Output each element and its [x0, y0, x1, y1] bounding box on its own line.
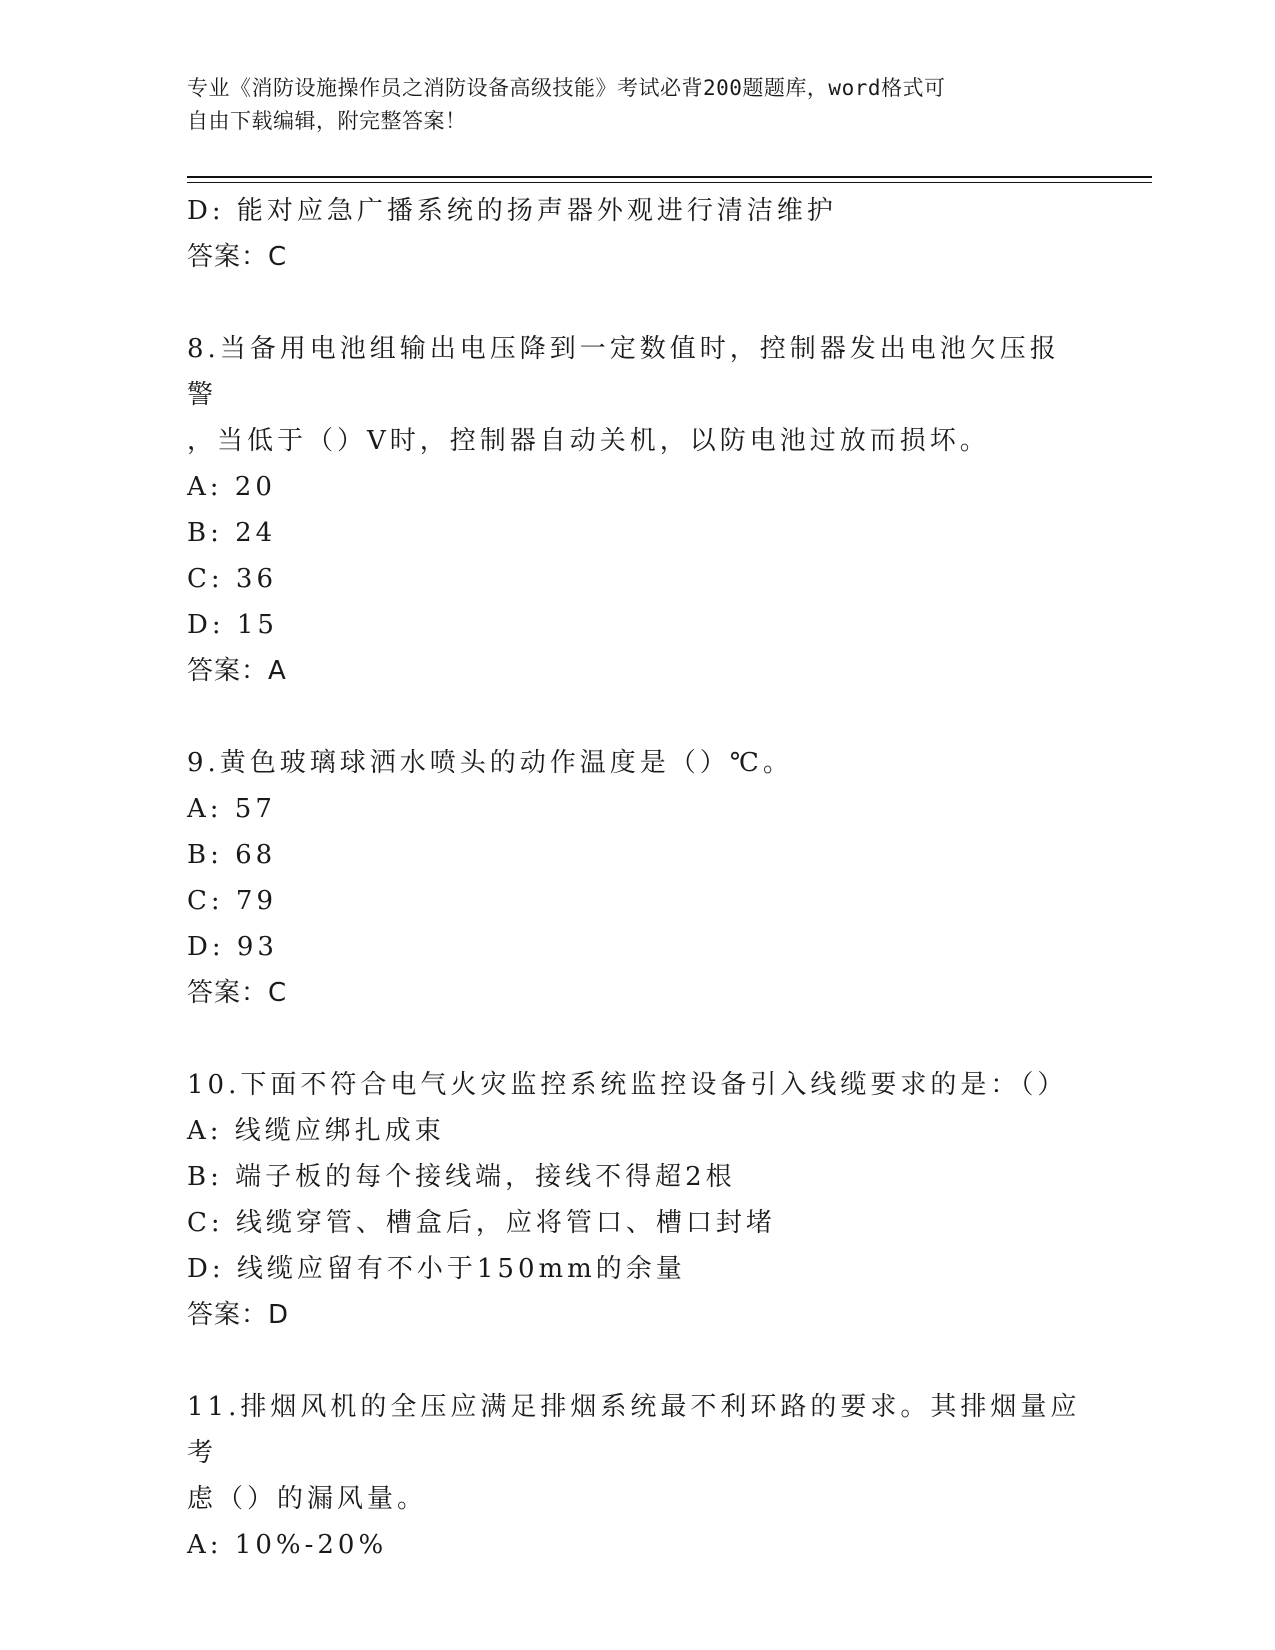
question-content [187, 188, 1087, 1568]
question-10-option-d: D: 线缆应留有不小于150mm的余量 [187, 1254, 686, 1284]
header-rule-thick [187, 176, 1152, 178]
question-8-answer: 答案：A [187, 656, 287, 686]
prev-answer: 答案：C [187, 242, 288, 272]
question-9 [187, 740, 1087, 1016]
question-9-answer: 答案：C [187, 978, 288, 1008]
question-9-option-b: B: 68 [187, 840, 277, 870]
question-8-text-2: ，当低于（）V时，控制器自动关机，以防电池过放而损坏。 [187, 426, 990, 456]
question-11 [187, 1384, 1087, 1568]
header-line-1: 专业《消防设施操作员之消防设备高级技能》考试必背200题题库，word格式可 [187, 76, 946, 100]
header-line-2: 自由下载编辑，附完整答案！ [187, 109, 467, 133]
prev-option-d: D: 能对应急广播系统的扬声器外观进行清洁维护 [187, 196, 837, 226]
question-8-option-a: A: 20 [187, 472, 276, 502]
question-9-text-1: 9.黄色玻璃球洒水喷头的动作温度是（）℃。 [187, 748, 793, 778]
question-9-option-d: D: 93 [187, 932, 278, 962]
question-8-option-d: D: 15 [187, 610, 278, 640]
question-10-option-a: A: 线缆应绑扎成束 [187, 1116, 445, 1146]
spacer [187, 694, 1087, 740]
question-10-text-1: 10.下面不符合电气火灾监控系统监控设备引入线缆要求的是：（） [187, 1070, 1068, 1100]
question-10 [187, 1062, 1087, 1338]
question-8-option-b: B: 24 [187, 518, 277, 548]
question-8-option-c: C: 36 [187, 564, 278, 594]
document-header [187, 72, 1087, 138]
question-8-text-1: 8.当备用电池组输出电压降到一定数值时，控制器发出电池欠压报警 [187, 334, 1060, 410]
question-11-option-a: A: 10%-20% [187, 1530, 388, 1560]
spacer [187, 280, 1087, 326]
question-10-answer: 答案：D [187, 1300, 290, 1330]
question-9-option-c: C: 79 [187, 886, 278, 916]
question-9-option-a: A: 57 [187, 794, 276, 824]
question-10-option-c: C: 线缆穿管、槽盒后，应将管口、槽口封堵 [187, 1208, 776, 1238]
spacer [187, 1016, 1087, 1062]
spacer [187, 1338, 1087, 1384]
header-rule-thin [187, 182, 1152, 183]
question-8 [187, 326, 1087, 694]
question-11-text-1: 11.排烟风机的全压应满足排烟系统最不利环路的要求。其排烟量应考 [187, 1392, 1081, 1468]
question-11-text-2: 虑（）的漏风量。 [187, 1484, 428, 1514]
question-10-option-b: B: 端子板的每个接线端，接线不得超2根 [187, 1162, 736, 1192]
